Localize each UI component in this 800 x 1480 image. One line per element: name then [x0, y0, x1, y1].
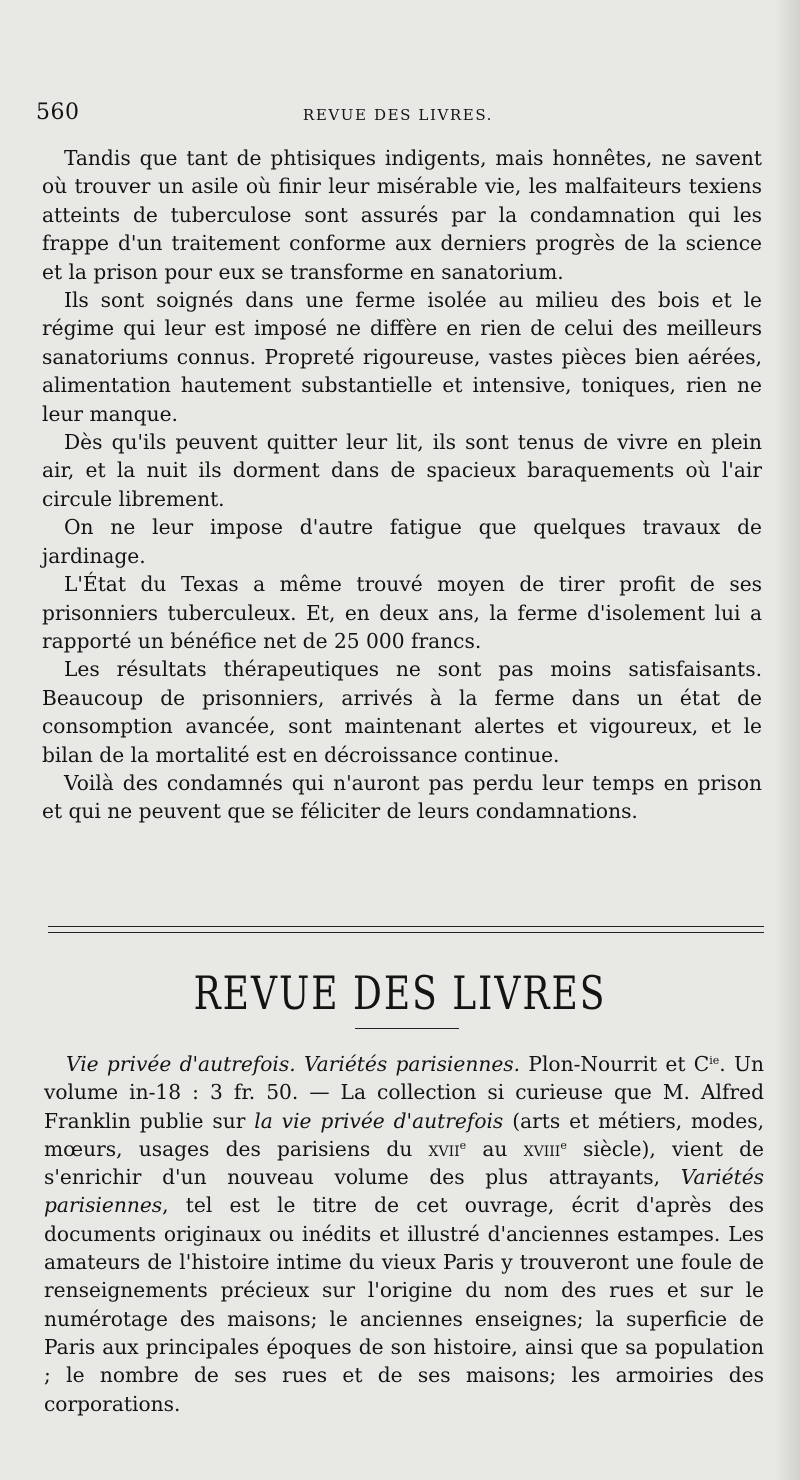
article-paragraph: Tandis que tant de phtisiques indigents, mais honnêtes, ne savent où trouver un asile où finir leur misérable vie, les malfaiteurs texiens atteints de tuberculose sont assurés par la condamnation qui les frappe d'un traitement conforme aux derniers progrès de la science et la prison pour eux se transforme en sanatorium. — [42, 146, 762, 284]
title-underline — [355, 1028, 459, 1029]
article-paragraph: L'État du Texas a même trouvé moyen de tirer profit de ses prisonniers tuberculeux. Et, en deux ans, la ferme d'isolement lui a rapporté un bénéfice net de 25 000 francs. — [42, 572, 762, 653]
series-title: la vie privée d'autrefois — [254, 1108, 504, 1133]
publisher-superscript: ie — [709, 1054, 720, 1067]
book-title: Vie privée d'autrefois. Variétés parisiennes. — [66, 1052, 521, 1076]
volume-title: Variétés parisiennes — [44, 1165, 764, 1218]
section-divider-top — [48, 926, 764, 927]
article-paragraph: Les résultats thérapeutiques ne sont pas moins satisfaisants. Beaucoup de prisonniers, arrivés à la ferme dans un état de consomption avancée, sont maintenant alertes et vigoureux, et le bilan de la mortalité est en décroissance continue. — [42, 657, 762, 767]
article-paragraph: Dès qu'ils peuvent quitter leur lit, ils sont tenus de vivre en plein air, et la nuit ils dorment dans de spacieux baraquements où l'air circule librement. — [42, 430, 762, 511]
review-paragraph — [44, 1050, 764, 1418]
review-text: , tel est le titre de cet ouvrage, écrit d'après des documents originaux ou inédits et illustré d'anciennes estampes. Les amateurs de l'histoire intime du vieux Paris y trouveront une foule de renseignements précieux sur l'origine du nom des rues et sur le numérotage des maisons; le anciennes enseignes; la superficie de Paris aux principales époques de son histoire, ainsi que sa population ; le nombre de ses rues et de ses maisons; les armoiries des corporations. — [44, 1193, 764, 1416]
article-paragraph: On ne leur impose d'autre fatigue que quelques travaux de jardinage. — [42, 515, 762, 568]
section-divider-bottom — [48, 932, 764, 933]
review-text: (arts et métiers, modes, mœurs, usages des parisiens du — [44, 1108, 764, 1161]
review-details: . Un volume in-18 : 3 fr. 50. — La collection si curieuse que M. Alfred Franklin publie sur — [44, 1052, 764, 1133]
century-numeral: xviii — [523, 1136, 561, 1161]
century-numeral: xvii — [428, 1136, 460, 1161]
article-paragraph: Voilà des condamnés qui n'auront pas perdu leur temps en prison et qui ne peuvent que se féliciter de leurs condamnations. — [42, 770, 762, 824]
review-text: siècle), vient de s'enrichir d'un nouveau volume des plus attrayants, — [44, 1136, 764, 1190]
publisher: Plon-Nourrit et C — [520, 1052, 710, 1076]
century-superscript: e — [560, 1138, 567, 1152]
running-head — [36, 100, 760, 132]
article-text — [42, 144, 762, 826]
section-title: REVUE DES LIVRES — [193, 968, 607, 1021]
review-text: au — [466, 1136, 524, 1161]
book-review — [44, 1050, 764, 1418]
article-paragraph: Ils sont soignés dans une ferme isolée au milieu des bois et le régime qui leur est imposé ne diffère en rien de celui des meilleurs sanatoriums connus. Propreté rigoureuse, vastes pièces bien aérées, alimentation hautement substantielle et intensive, toniques, rien ne leur manque. — [42, 288, 762, 426]
page-number: 560 — [36, 100, 80, 125]
running-title: REVUE DES LIVRES. — [302, 106, 494, 124]
century-superscript: e — [459, 1138, 467, 1152]
